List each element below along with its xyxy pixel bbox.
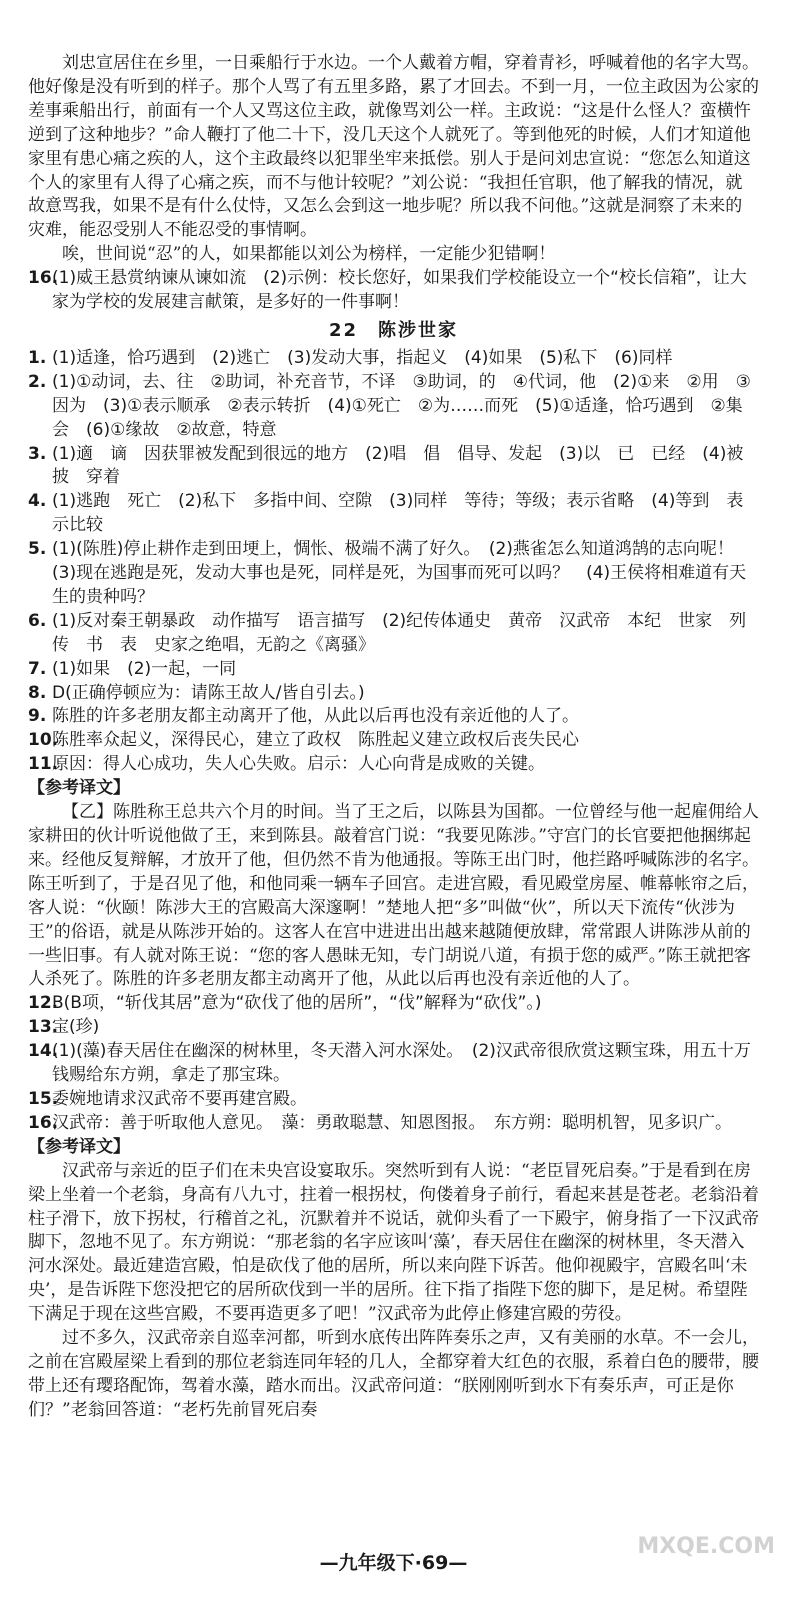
item-number: 14. (28, 1041, 59, 1062)
reference-translation-label: 【参考译文】 (28, 1136, 130, 1157)
answer-item (28, 992, 759, 1016)
watermark-logo: MXQE.COM (637, 1534, 775, 1559)
item-text: 陈胜率众起义，深得民心，建立了政权 陈胜起义建立政权后丧失民心 (52, 730, 579, 751)
item-number: 16. (28, 1112, 59, 1133)
item-text: (1)逃跑 死亡 (2)私下 多指中间、空隙 (3)同样 等待；等级；表示省略 (4)等到 表示比较 (52, 491, 744, 536)
section-title: 22 陈涉世家 (328, 319, 459, 341)
item-text: 宝(珍) (52, 1017, 100, 1038)
answer-list (28, 347, 759, 777)
reference-translation-label: 【参考译文】 (28, 778, 130, 799)
item-text: 陈胜的许多老朋友都主动离开了他，从此以后再也没有亲近他的人了。 (52, 706, 579, 727)
item-number: 11. (28, 754, 59, 775)
translation-paragraph: 过不多久，汉武帝亲自巡幸河都，听到水底传出阵阵奏乐之声，又有美丽的水草。不一会儿，之前在宫殿屋梁上看到的那位老翁连同年轻的几人，全都穿着大红色的衣服，系着白色的腰带，腰带上还有璎珞配饰，驾着水藻，踏水而出。汉武帝问道：“朕刚刚听到水下有奏乐声，可正是你们？”老翁回答道：“老朽先前冒死启奏 (28, 1328, 759, 1420)
item-number: 4. (28, 491, 47, 512)
answer-item (28, 729, 759, 753)
item-text: (1)適 谪 因获罪被发配到很远的地方 (2)唱 倡 倡导、发起 (3)以 已 已经 (4)被 披 穿着 (52, 443, 761, 488)
page-footer: —九年级下·69— (319, 1552, 468, 1574)
item-number: 5. (28, 539, 47, 560)
item-text: 原因：得人心成功，失人心失败。启示：人心向背是成败的关键。 (52, 754, 545, 775)
translation-paragraph: 【乙】陈胜称王总共六个月的时间。当了王之后，以陈县为国都。一位曾经与他一起雇佣给人家耕田的伙计听说他做了王，来到陈县。敲着宫门说：“我要见陈涉。”守宫门的长官要把他捆绑起来。经他反复辩解，才放开了他，但仍然不肯为他通报。等陈王出门时，他拦路呼喊陈涉的名字。陈王听到了，于是召见了他，和他同乘一辆车子回宫。走进宫殿，看见殿堂房屋、帷幕帐帘之后，客人说：“伙颐！陈涉大王的宫殿高大深邃啊！”楚地人把“多”叫做“伙”，所以天下流传“伙涉为王”的俗语，就是从陈涉开始的。这客人在宫中进进出出越来越随便放肆，常常跟人讲陈涉从前的一些旧事。有人就对陈王说：“您的客人愚昧无知，专门胡说八道，有损于您的威严。”陈王就把客人杀死了。陈胜的许多老朋友都主动离开了他，从此以后再也没有亲近他的人了。 (28, 802, 759, 990)
answer-item (28, 371, 759, 443)
answer-item (28, 658, 759, 682)
item-text: (1)适逢，恰巧遇到 (2)逃亡 (3)发动大事，指起义 (4)如果 (5)私下 (6)同样 (52, 347, 673, 368)
answer-item (28, 1112, 759, 1136)
item-number: 3. (28, 443, 47, 464)
answer-item (28, 443, 759, 491)
item-text: (1)(陈胜)停止耕作走到田埂上，惆怅、极端不满了好久。 (2)燕雀怎么知道鸿鹄的志向呢！ (3)现在逃跑是死，发动大事也是死，同样是死，为国事而死可以吗？ (4)王侯将相难道有天生的贵种吗？ (52, 539, 751, 607)
translation-paragraph: 汉武帝与亲近的臣子们在未央宫设宴取乐。突然听到有人说：“老臣冒死启奏。”于是看到在房梁上坐着一个老翁，身高有八九寸，拄着一根拐杖，佝偻着身子前行，看起来甚是苍老。老翁沿着柱子滑下，放下拐杖，行稽首之礼，沉默着并不说话，就仰头看了一下殿宇，俯身指了一下汉武帝脚下，忽地不见了。东方朔说：“那老翁的名字应该叫‘藻’，春天居住在幽深的树林里，冬天潜入河水深处。最近建造宫殿，怕是砍伐了他的居所，所以来向陛下诉苦。他仰视殿宇，宫殿名叫‘未央’，是告诉陛下您没把它的居所砍伐到一半的居所。往下指了指陛下您的脚下，是足树。希望陛下满足于现在这些宫殿，不要再造更多了吧！”汉武帝为此停止修建宫殿的劳役。 (28, 1160, 759, 1325)
item-text: (1)(藻)春天居住在幽深的树林里，冬天潜入河水深处。 (2)汉武帝很欣赏这颗宝珠，用五十万钱赐给东方朔，拿走了那宝珠。 (52, 1041, 751, 1086)
item-number: 6. (28, 610, 47, 631)
item-number: 8. (28, 682, 47, 703)
item-text: B(B项，“斩伐其居”意为“砍伐了他的居所”，“伐”解释为“砍伐”。) (52, 993, 542, 1014)
answer-item (28, 1088, 759, 1112)
item-number: 15. (28, 1088, 59, 1109)
answer-item (28, 753, 759, 777)
translation-paragraph: 唉，世间说“忍”的人，如果都能以刘公为榜样，一定能少犯错啊！ (62, 244, 556, 265)
item-text: 委婉地请求汉武帝不要再建宫殿。 (52, 1088, 307, 1109)
item-text: (1)①动词，去、往 ②助词，补充音节，不译 ③助词，的 ④代词，他 (2)①来 ②用 ③因为 (3)①表示顺承 ②表示转折 (4)①死亡 ②为……而死 (5)①适逢，恰巧遇到 ②集会 (6)①缘故 ②故意，特意 (52, 371, 751, 440)
answer-item (28, 490, 759, 538)
item-text: (1)如果 (2)一起，一同 (52, 658, 237, 679)
item-number: 12. (28, 993, 59, 1014)
answer-list (28, 992, 759, 1135)
item-number: 16. (28, 268, 59, 289)
item-text: (1)反对秦王朝暴政 动作描写 语言描写 (2)纪传体通史 黄帝 汉武帝 本纪 世家 列传 书 表 史家之绝唱，无韵之《离骚》 (52, 610, 747, 655)
item-text: (1)威王悬赏纳谏从谏如流 (2)示例：校长您好，如果我们学校能设立一个“校长信箱”，让大家为学校的发展建言献策，是多好的一件事啊！ (52, 268, 747, 313)
answer-item (28, 1016, 759, 1040)
content-column (28, 52, 759, 1423)
translation-paragraph: 刘忠宣居住在乡里，一日乘船行于水边。一个人戴着方帽，穿着青衫，呼喊着他的名字大骂。他好像是没有听到的样子。那个人骂了有五里多路，累了才回去。不到一月，一位主政因为公家的差事乘船出行，前面有一个人又骂这位主政，就像骂刘公一样。主政说：“这是什么怪人？蛮横忤逆到了这种地步？”命人鞭打了他二十下，没几天这个人就死了。等到他死的时候，人们才知道他家里有患心痛之疾的人，这个主政最终以犯罪坐牢来抵偿。别人于是问刘忠宣说：“您怎么知道这个人的家里有人得了心痛之疾，而不与他计较呢？”刘公说：“我担任官职，他了解我的情况，就故意骂我，如果不是有什么仗恃，又怎么会到这一地步呢？所以我不问他。”这就是洞察了未来的灾难，能忍受别人不能忍受的事情啊。 (28, 53, 759, 241)
item-number: 1. (28, 347, 47, 368)
answer-item (28, 682, 759, 706)
answer-item (28, 705, 759, 729)
item-text: 汉武帝：善于听取他人意见。 藻：勇敢聪慧、知恩图报。 东方朔：聪明机智，见多识广。 (52, 1112, 732, 1133)
answer-item (28, 347, 759, 371)
item-number: 13. (28, 1017, 59, 1038)
answer-item (28, 538, 759, 610)
item-number: 7. (28, 658, 47, 679)
item-text: D(正确停顿应为：请陈王故人/皆自引去。) (52, 682, 365, 703)
answer-item (28, 1040, 759, 1088)
item-number: 9. (28, 706, 47, 727)
item-number: 2. (28, 371, 47, 392)
answer-item (28, 610, 759, 658)
item-number: 10. (28, 730, 59, 751)
answer-item (28, 267, 759, 315)
